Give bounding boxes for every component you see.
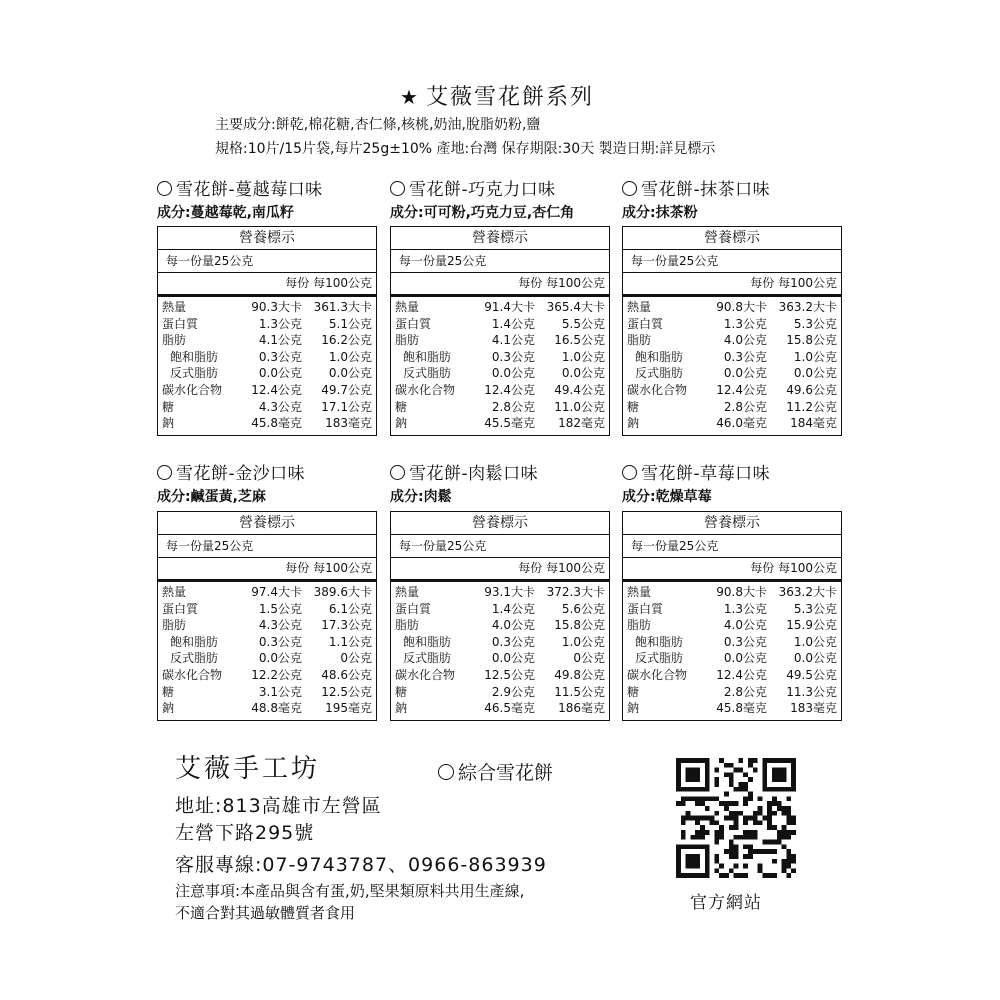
per-100g-value: 5.3公克 [793, 316, 837, 331]
nutrient-name: 糖 [395, 684, 408, 699]
per-100g-value: 49.4公克 [554, 382, 605, 397]
nutrient-row [158, 415, 376, 432]
nutrient-name: 反式脂肪 [403, 366, 452, 381]
serving-size: 每一份量25公克 [158, 250, 376, 273]
per-serving-value: 0.3公克 [491, 349, 535, 364]
nutrient-name: 飽和脂肪 [635, 349, 684, 364]
nutrient-row [158, 617, 376, 634]
per-serving-value: 2.8公克 [491, 399, 535, 414]
per-100g-value: 184毫克 [790, 416, 837, 431]
nutrition-table [157, 226, 377, 436]
nutrition-table [390, 226, 610, 436]
nutrient-row [391, 332, 609, 349]
nutrition-table [622, 226, 842, 436]
flavor-name: 雪花餅-草莓口味 [622, 459, 852, 484]
flavor-ingredients: 成分:可可粉,巧克力豆,杏仁角 [390, 205, 575, 221]
nutrient-row [623, 399, 841, 416]
flavor-ingredients: 成分:肉鬆 [390, 489, 452, 505]
per-100g-value: 15.9公克 [786, 618, 837, 633]
per-serving-value: 2.9公克 [491, 684, 535, 699]
nutrient-name: 熱量 [627, 585, 652, 599]
nutrient-name: 熱量 [162, 585, 187, 599]
per-serving-value: 45.5毫克 [484, 416, 535, 431]
customer-service-phone: 客服專線:07-9743787、0966-863939 [175, 854, 547, 876]
per-100g-value: 48.6公克 [321, 667, 372, 682]
circle-icon [438, 764, 454, 780]
column-headers: 每份 每100公克 [158, 273, 376, 297]
page-title [400, 80, 594, 111]
flavor-header [622, 459, 852, 506]
nutrient-row [623, 415, 841, 432]
nutrition-table [390, 511, 610, 721]
per-serving-value: 0.3公克 [723, 349, 767, 364]
per-100g-value: 12.5公克 [321, 684, 372, 699]
circle-icon [622, 465, 637, 480]
nutrient-name: 鈉 [162, 701, 175, 716]
per-100g-value: 0公克 [573, 651, 605, 666]
per-serving-value: 45.8毫克 [716, 701, 767, 716]
per-100g-value: 0公克 [340, 651, 372, 666]
column-headers: 每份 每100公克 [623, 273, 841, 297]
nutrition-table [622, 511, 842, 721]
per-serving-value: 12.4公克 [251, 382, 302, 397]
per-serving-value: 1.5公克 [258, 601, 302, 616]
flavor-name: 雪花餅-巧克力口味 [390, 175, 620, 200]
allergen-notice-1: 注意事項:本產品與含有蛋,奶,堅果類原料共用生產線, [175, 882, 525, 900]
serving-size: 每一份量25公克 [158, 535, 376, 558]
nutrient-name: 鈉 [395, 701, 408, 716]
nutrient-row [623, 382, 841, 399]
nutrient-name: 碳水化合物 [627, 382, 688, 397]
per-100g-value: 0.0公克 [328, 366, 372, 381]
nutrient-row [391, 399, 609, 416]
nutrient-name: 熱量 [395, 585, 420, 599]
per-100g-value: 1.1公克 [328, 634, 372, 649]
per-serving-value: 0.0公克 [491, 366, 535, 381]
nutrient-name: 糖 [162, 399, 175, 414]
per-100g-value: 0.0公克 [561, 366, 605, 381]
circle-icon [622, 181, 637, 196]
per-serving-value: 93.1大卡 [484, 585, 535, 599]
nutrition-title: 營養標示 [158, 227, 376, 250]
star-icon: ★ [400, 85, 420, 109]
per-100g-value: 6.1公克 [328, 601, 372, 616]
address-line-2: 左營下路295號 [175, 822, 315, 844]
per-100g-value: 5.3公克 [793, 601, 837, 616]
per-serving-value: 0.0公克 [491, 651, 535, 666]
nutrient-name: 鈉 [162, 416, 175, 431]
nutrient-row [623, 634, 841, 651]
nutrient-name: 飽和脂肪 [403, 634, 452, 649]
per-serving-value: 12.2公克 [251, 667, 302, 682]
per-100g-value: 49.8公克 [554, 667, 605, 682]
flavor-ingredients: 成分:蔓越莓乾,南瓜籽 [157, 205, 294, 221]
serving-size: 每一份量25公克 [623, 250, 841, 273]
qr-code-icon[interactable] [676, 758, 796, 878]
per-100g-value: 363.2大卡 [778, 300, 837, 314]
circle-icon [157, 465, 172, 480]
nutrient-name: 脂肪 [627, 618, 652, 633]
per-100g-value: 0.0公克 [793, 651, 837, 666]
per-serving-value: 3.1公克 [258, 684, 302, 699]
per-100g-value: 5.5公克 [561, 316, 605, 331]
per-100g-value: 0.0公克 [793, 366, 837, 381]
nutrient-row [158, 399, 376, 416]
nutrition-table [157, 511, 377, 721]
per-100g-value: 17.1公克 [321, 399, 372, 414]
nutrient-row [391, 667, 609, 684]
nutrition-title: 營養標示 [158, 512, 376, 535]
flavor-header [157, 459, 387, 506]
per-serving-value: 4.0公克 [723, 618, 767, 633]
nutrient-name: 反式脂肪 [403, 651, 452, 666]
combo-product [438, 758, 553, 785]
flavor-header [390, 459, 620, 506]
flavor-ingredients: 成分:抹茶粉 [622, 205, 698, 221]
per-serving-value: 12.5公克 [484, 667, 535, 682]
nutrient-row [391, 700, 609, 717]
series-title: 艾薇雪花餅系列 [425, 85, 594, 110]
brand-name: 艾薇手工坊 [175, 754, 321, 784]
per-100g-value: 49.6公克 [786, 382, 837, 397]
nutrient-name: 蛋白質 [162, 601, 199, 616]
per-serving-value: 90.3大卡 [251, 300, 302, 314]
combo-label: 綜合雪花餅 [458, 762, 554, 784]
nutrient-name: 飽和脂肪 [635, 634, 684, 649]
nutrient-row [623, 601, 841, 618]
nutrient-row [623, 332, 841, 349]
nutrient-name: 熱量 [395, 300, 420, 314]
nutrient-row [391, 617, 609, 634]
nutrient-row [391, 415, 609, 432]
nutrient-row [158, 382, 376, 399]
nutrient-name: 糖 [627, 684, 640, 699]
per-100g-value: 5.6公克 [561, 601, 605, 616]
per-100g-value: 17.3公克 [321, 618, 372, 633]
nutrient-name: 脂肪 [162, 618, 187, 633]
nutrient-name: 反式脂肪 [170, 366, 219, 381]
serving-size: 每一份量25公克 [391, 250, 609, 273]
nutrient-row [158, 684, 376, 701]
circle-icon [390, 465, 405, 480]
nutrient-row [158, 365, 376, 382]
nutrient-row [391, 601, 609, 618]
per-serving-value: 90.8大卡 [716, 585, 767, 599]
serving-size: 每一份量25公克 [391, 535, 609, 558]
per-100g-value: 1.0公克 [561, 634, 605, 649]
nutrient-name: 反式脂肪 [635, 366, 684, 381]
per-100g-value: 1.0公克 [328, 349, 372, 364]
per-100g-value: 372.3大卡 [546, 585, 605, 599]
nutrient-row [158, 700, 376, 717]
nutrient-row [623, 299, 841, 316]
flavor-name: 雪花餅-金沙口味 [157, 459, 387, 484]
per-serving-value: 4.1公克 [491, 333, 535, 348]
nutrient-name: 鈉 [395, 416, 408, 431]
per-serving-value: 0.0公克 [723, 366, 767, 381]
nutrient-row [391, 584, 609, 601]
per-100g-value: 361.3大卡 [313, 300, 372, 314]
per-serving-value: 4.0公克 [723, 333, 767, 348]
per-100g-value: 11.2公克 [786, 399, 837, 414]
nutrient-row [391, 349, 609, 366]
per-100g-value: 11.5公克 [554, 684, 605, 699]
per-100g-value: 11.0公克 [554, 399, 605, 414]
per-100g-value: 363.2大卡 [778, 585, 837, 599]
per-serving-value: 12.4公克 [716, 382, 767, 397]
per-100g-value: 186毫克 [558, 701, 605, 716]
nutrient-row [391, 299, 609, 316]
flavor-name: 雪花餅-蔓越莓口味 [157, 175, 387, 200]
per-serving-value: 91.4大卡 [484, 300, 535, 314]
per-serving-value: 0.0公克 [723, 651, 767, 666]
nutrient-row [391, 684, 609, 701]
per-serving-value: 46.5毫克 [484, 701, 535, 716]
per-serving-value: 4.3公克 [258, 618, 302, 633]
nutrient-name: 蛋白質 [395, 316, 432, 331]
product-spec: 規格:10片/15片袋,每片25g±10% 產地:台灣 保存期限:30天 製造日期:詳見標示 [215, 141, 716, 157]
official-website-label: 官方網站 [690, 893, 762, 913]
nutrient-name: 蛋白質 [627, 316, 664, 331]
nutrient-row [623, 584, 841, 601]
nutrient-row [391, 365, 609, 382]
per-serving-value: 12.4公克 [484, 382, 535, 397]
nutrient-row [158, 667, 376, 684]
allergen-notice-2: 不適合對其過敏體質者食用 [175, 904, 356, 922]
flavor-name: 雪花餅-抹茶口味 [622, 175, 852, 200]
per-100g-value: 49.5公克 [786, 667, 837, 682]
flavor-header [157, 175, 387, 222]
nutrient-name: 反式脂肪 [635, 651, 684, 666]
per-serving-value: 0.3公克 [258, 634, 302, 649]
per-serving-value: 45.8毫克 [251, 416, 302, 431]
per-serving-value: 1.3公克 [723, 316, 767, 331]
per-serving-value: 1.3公克 [723, 601, 767, 616]
per-serving-value: 0.3公克 [258, 349, 302, 364]
nutrient-row [623, 349, 841, 366]
per-100g-value: 5.1公克 [328, 316, 372, 331]
per-100g-value: 195毫克 [325, 701, 372, 716]
per-serving-value: 1.4公克 [491, 316, 535, 331]
per-100g-value: 182毫克 [558, 416, 605, 431]
nutrient-row [623, 316, 841, 333]
nutrient-name: 糖 [162, 684, 175, 699]
nutrient-name: 飽和脂肪 [403, 349, 452, 364]
circle-icon [390, 181, 405, 196]
column-headers: 每份 每100公克 [391, 273, 609, 297]
per-100g-value: 11.3公克 [786, 684, 837, 699]
per-serving-value: 4.0公克 [491, 618, 535, 633]
nutrition-title: 營養標示 [623, 512, 841, 535]
per-100g-value: 16.5公克 [554, 333, 605, 348]
flavor-header [622, 175, 852, 222]
per-serving-value: 0.0公克 [258, 651, 302, 666]
nutrient-row [158, 650, 376, 667]
nutrient-row [391, 316, 609, 333]
nutrient-row [158, 601, 376, 618]
per-100g-value: 1.0公克 [561, 349, 605, 364]
nutrient-row [158, 349, 376, 366]
per-serving-value: 2.8公克 [723, 684, 767, 699]
nutrient-row [391, 650, 609, 667]
nutrition-title: 營養標示 [623, 227, 841, 250]
flavor-name: 雪花餅-肉鬆口味 [390, 459, 620, 484]
per-serving-value: 46.0毫克 [716, 416, 767, 431]
serving-size: 每一份量25公克 [623, 535, 841, 558]
nutrient-name: 脂肪 [162, 333, 187, 348]
per-100g-value: 365.4大卡 [546, 300, 605, 314]
nutrient-row [158, 584, 376, 601]
per-serving-value: 12.4公克 [716, 667, 767, 682]
per-100g-value: 16.2公克 [321, 333, 372, 348]
per-serving-value: 4.1公克 [258, 333, 302, 348]
per-100g-value: 183毫克 [790, 701, 837, 716]
nutrient-row [158, 332, 376, 349]
per-serving-value: 0.3公克 [491, 634, 535, 649]
nutrient-name: 碳水化合物 [395, 382, 456, 397]
column-headers: 每份 每100公克 [623, 558, 841, 582]
per-serving-value: 2.8公克 [723, 399, 767, 414]
nutrient-name: 熱量 [162, 300, 187, 314]
nutrient-row [623, 650, 841, 667]
nutrient-name: 脂肪 [395, 618, 420, 633]
nutrient-name: 鈉 [627, 416, 640, 431]
nutrient-row [623, 365, 841, 382]
nutrient-row [623, 684, 841, 701]
nutrient-name: 蛋白質 [395, 601, 432, 616]
nutrient-name: 糖 [627, 399, 640, 414]
per-100g-value: 15.8公克 [786, 333, 837, 348]
per-100g-value: 15.8公克 [554, 618, 605, 633]
nutrient-row [158, 634, 376, 651]
nutrient-row [623, 617, 841, 634]
per-100g-value: 389.6大卡 [313, 585, 372, 599]
nutrient-name: 脂肪 [627, 333, 652, 348]
column-headers: 每份 每100公克 [391, 558, 609, 582]
per-serving-value: 97.4大卡 [251, 585, 302, 599]
per-100g-value: 183毫克 [325, 416, 372, 431]
flavor-ingredients: 成分:鹹蛋黃,芝麻 [157, 489, 266, 505]
per-serving-value: 48.8毫克 [251, 701, 302, 716]
nutrient-name: 糖 [395, 399, 408, 414]
nutrient-name: 蛋白質 [162, 316, 199, 331]
nutrient-row [391, 634, 609, 651]
nutrient-row [623, 667, 841, 684]
nutrition-title: 營養標示 [391, 227, 609, 250]
per-serving-value: 1.3公克 [258, 316, 302, 331]
per-serving-value: 4.3公克 [258, 399, 302, 414]
per-serving-value: 1.4公克 [491, 601, 535, 616]
per-serving-value: 90.8大卡 [716, 300, 767, 314]
per-serving-value: 0.3公克 [723, 634, 767, 649]
nutrient-name: 碳水化合物 [395, 667, 456, 682]
nutrient-name: 鈉 [627, 701, 640, 716]
nutrient-name: 碳水化合物 [162, 382, 223, 397]
nutrition-title: 營養標示 [391, 512, 609, 535]
nutrient-name: 碳水化合物 [162, 667, 223, 682]
circle-icon [157, 181, 172, 196]
address-line-1: 地址:813高雄市左營區 [175, 795, 382, 817]
per-100g-value: 49.7公克 [321, 382, 372, 397]
nutrient-name: 熱量 [627, 300, 652, 314]
nutrient-row [158, 316, 376, 333]
nutrient-row [391, 382, 609, 399]
per-serving-value: 0.0公克 [258, 366, 302, 381]
column-headers: 每份 每100公克 [158, 558, 376, 582]
main-ingredients: 主要成分:餅乾,棉花糖,杏仁條,核桃,奶油,脫脂奶粉,鹽 [215, 117, 541, 133]
nutrient-name: 反式脂肪 [170, 651, 219, 666]
per-100g-value: 1.0公克 [793, 349, 837, 364]
nutrient-name: 飽和脂肪 [170, 634, 219, 649]
nutrient-name: 脂肪 [395, 333, 420, 348]
flavor-ingredients: 成分:乾燥草莓 [622, 489, 712, 505]
nutrient-name: 碳水化合物 [627, 667, 688, 682]
nutrient-name: 蛋白質 [627, 601, 664, 616]
per-100g-value: 1.0公克 [793, 634, 837, 649]
nutrient-name: 飽和脂肪 [170, 349, 219, 364]
nutrient-row [158, 299, 376, 316]
nutrient-row [623, 700, 841, 717]
flavor-header [390, 175, 620, 222]
